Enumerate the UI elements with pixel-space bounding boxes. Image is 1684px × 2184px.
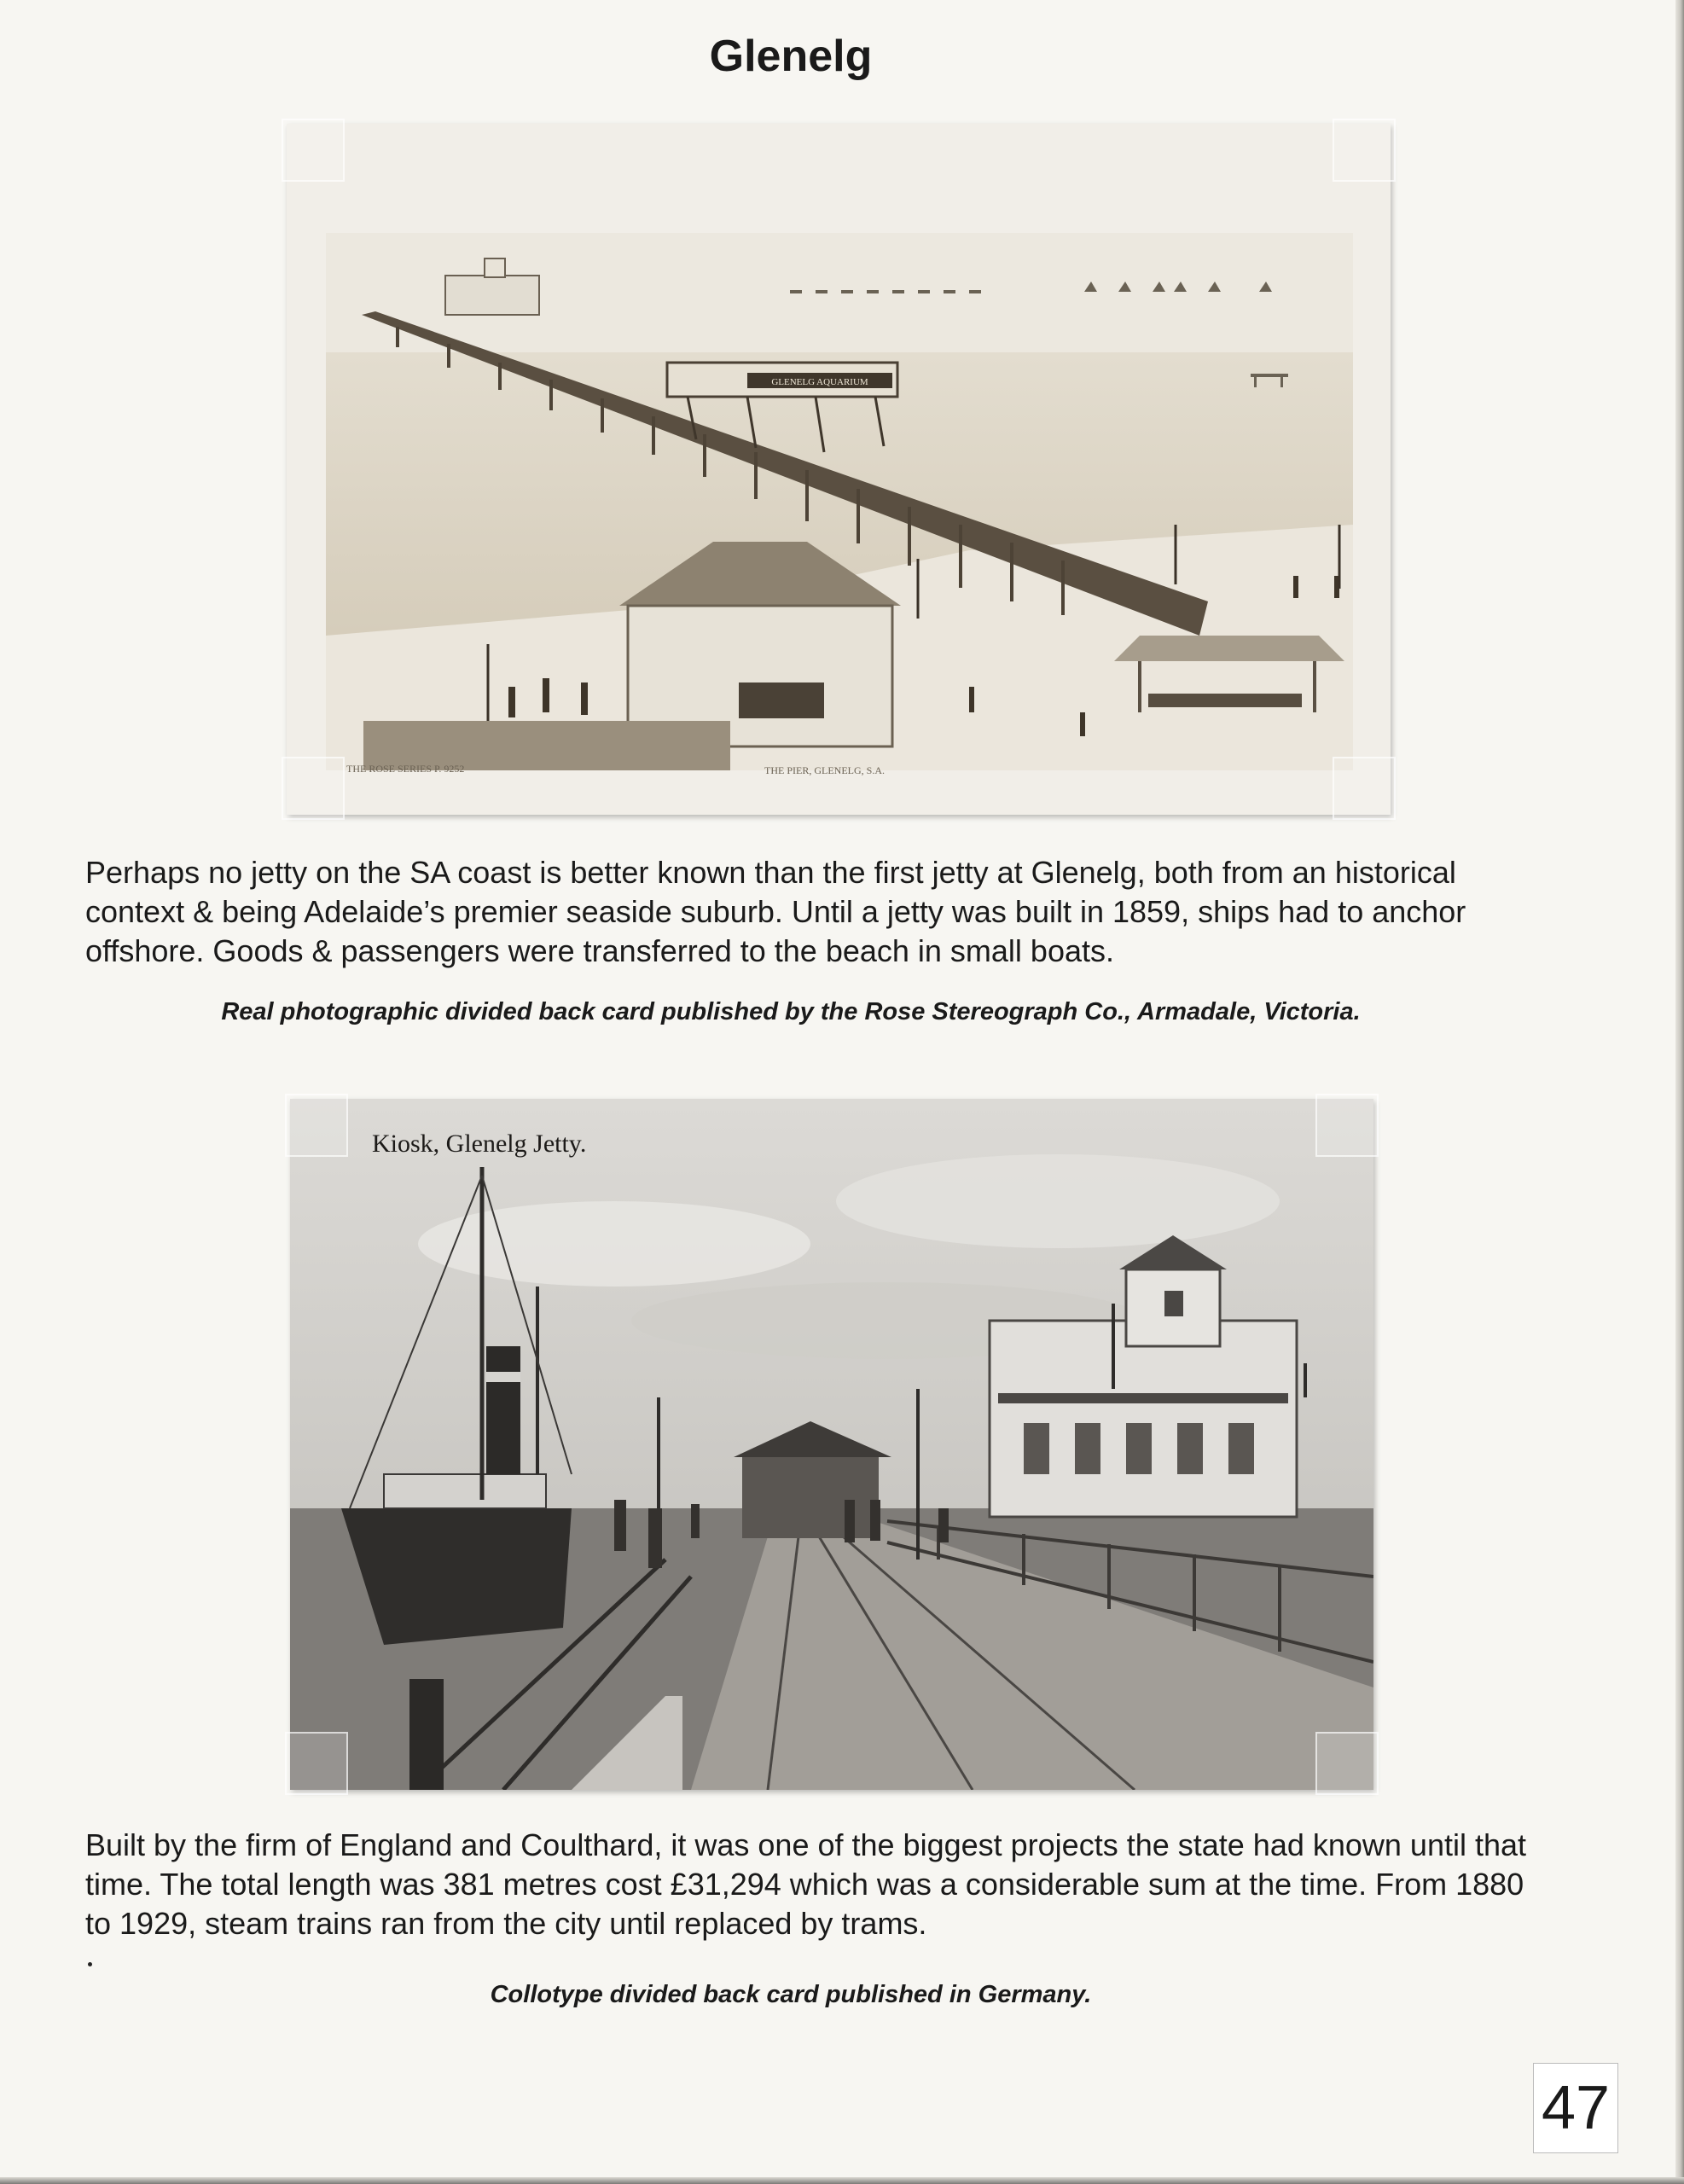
page-number: 47: [1533, 2063, 1618, 2153]
page-edge-bottom: [0, 2177, 1684, 2184]
bullet-dot: [88, 1962, 92, 1966]
photo-corner: [1333, 757, 1396, 820]
series-label: THE ROSE SERIES P. 9252: [346, 763, 465, 775]
kiosk-photo: [290, 1099, 1373, 1790]
postcard-pier: [287, 124, 1391, 815]
card-title: Kiosk, Glenelg Jetty.: [372, 1130, 587, 1158]
photo-corner: [1315, 1094, 1379, 1157]
photo-corner: [1333, 119, 1396, 182]
postcard-kiosk: [290, 1099, 1373, 1790]
aquarium-sign: GLENELG AQUARIUM: [771, 377, 868, 387]
caption-card2: Collotype divided back card published in Germany.: [490, 1981, 1092, 2008]
paragraph-history: Perhaps no jetty on the SA coast is better known than the first jetty at Glenelg, both from an historical context & being Adelaide’s premier seaside suburb. Until a jetty was built in 1859, ships had to anchor offshore. Goods & passengers were transferred to the beach in small boats.: [85, 855, 1466, 968]
paragraph-construction: Built by the firm of England and Coulthard, it was one of the biggest projects the state had known until that time. The total length was 381 metres cost £31,294 which was a considerable sum at the time. From 1880 to 1929, steam trains ran from the city until replaced by trams.: [85, 1827, 1527, 1941]
photo-corner: [285, 1094, 348, 1157]
photo-corner: [282, 757, 345, 820]
page-edge: [1675, 0, 1684, 2184]
pier-photo: [287, 124, 1391, 815]
place-label: THE PIER, GLENELG, S.A.: [764, 764, 885, 776]
page-title: Glenelg: [709, 32, 873, 81]
photo-corner: [1315, 1732, 1379, 1795]
photo-corner: [282, 119, 345, 182]
caption-card1: Real photographic divided back card published by the Rose Stereograph Co., Armadale, Victoria.: [221, 998, 1361, 1025]
photo-corner: [285, 1732, 348, 1795]
